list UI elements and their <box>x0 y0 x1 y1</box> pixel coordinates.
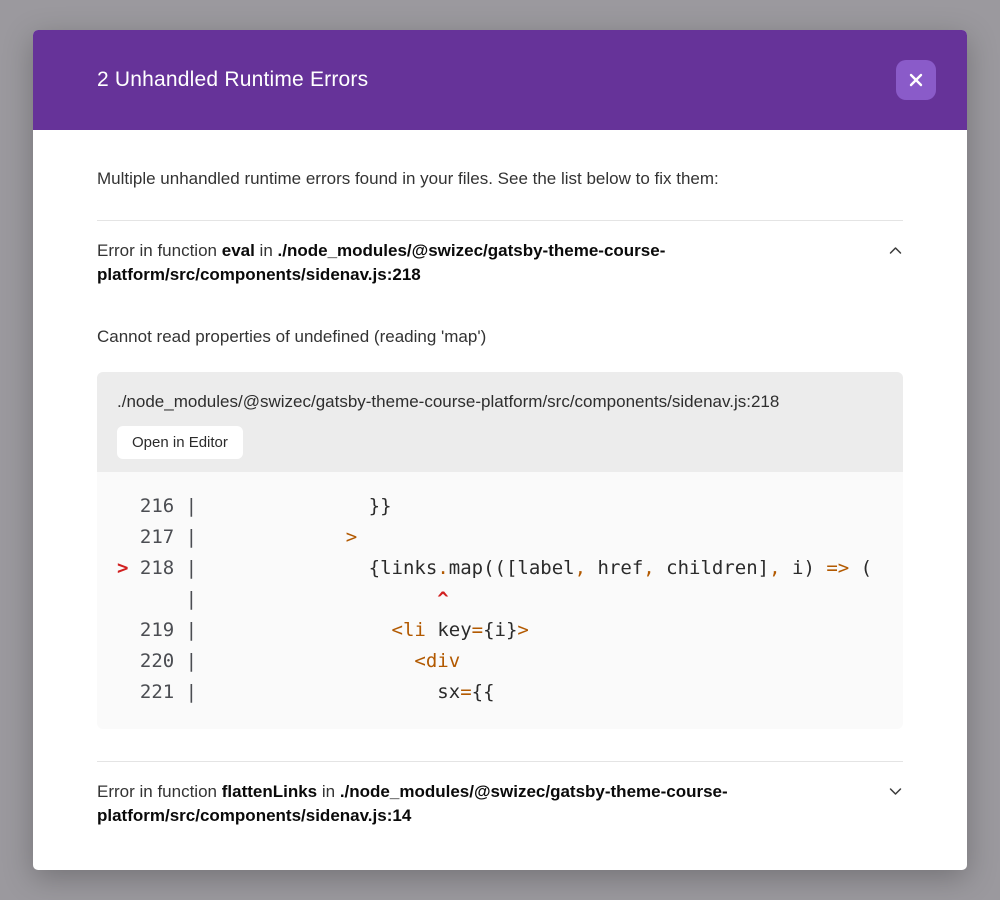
chevron-up-icon <box>888 243 903 261</box>
error-file-path: ./node_modules/@swizec/gatsby-theme-course-platform/src/components/sidenav.js:14 <box>97 782 728 825</box>
source-box <box>97 372 903 729</box>
source-file-path: ./node_modules/@swizec/gatsby-theme-course-platform/src/components/sidenav.js:218 <box>117 392 780 411</box>
error-file-path: ./node_modules/@swizec/gatsby-theme-course-platform/src/components/sidenav.js:218 <box>97 241 666 284</box>
modal-header <box>33 30 967 130</box>
code-line: | ^ <box>117 588 449 610</box>
modal-content <box>33 166 967 870</box>
error-title-2: Error in function flattenLinks in ./node_modules/@swizec/gatsby-theme-course-platform/src/components/sidenav.js:14 <box>97 782 728 825</box>
code-line: 219 | <li key={i}> <box>117 619 529 641</box>
modal-title: 2 Unhandled Runtime Errors <box>97 68 369 91</box>
open-in-editor-button[interactable]: Open in Editor <box>117 426 243 459</box>
source-head <box>97 372 903 472</box>
error-accordion-header-1[interactable] <box>97 221 903 287</box>
close-icon <box>907 71 925 89</box>
error-title-1: Error in function eval in ./node_modules/@swizec/gatsby-theme-course-platform/src/components/sidenav.js:218 <box>97 241 666 284</box>
intro-text: Multiple unhandled runtime errors found in your files. See the list below to fix them: <box>97 169 719 188</box>
close-button[interactable] <box>896 60 936 100</box>
error-function-name: flattenLinks <box>221 782 318 801</box>
code-line: 220 | <div <box>117 650 461 672</box>
runtime-errors-modal <box>33 30 967 870</box>
error-accordion-header-2[interactable] <box>97 762 903 870</box>
code-line: 216 | }} <box>117 495 392 517</box>
error-function-name: eval <box>221 241 255 260</box>
code-frame <box>97 472 903 729</box>
code-line: 217 | > <box>117 526 358 548</box>
chevron-down-icon <box>888 784 903 802</box>
code-line: 221 | sx={{ <box>117 681 495 703</box>
code-line: > 218 | {links.map(([label, href, children], i) => ( <box>117 557 873 579</box>
error-message: Cannot read properties of undefined (reading 'map') <box>97 327 487 346</box>
